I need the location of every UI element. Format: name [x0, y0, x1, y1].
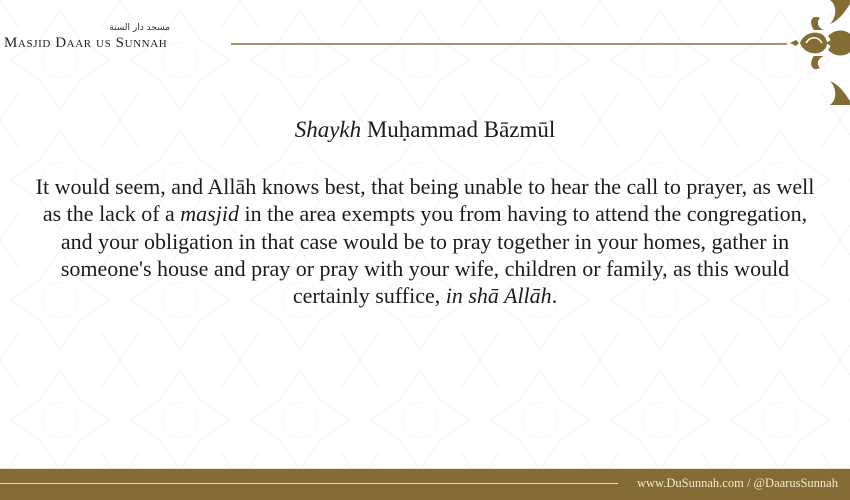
attribution [30, 115, 820, 145]
logo-arabic-text: مسجد دار السنة [109, 23, 170, 33]
quote-part-1: It would seem, and Allāh knows best, that being unable to hear the call to prayer, as well as the lack of a [35, 174, 815, 227]
floral-ornament-icon [790, 0, 850, 105]
quote-text [30, 173, 820, 309]
footer-links[interactable]: www.DuSunnah.com / @DaarusSunnah [637, 476, 838, 490]
quote-part-2: in the area exempts you from having to attend the congregation, and your obligation in that case would be to pray together in your homes, gather in someone's house and pray or pray with your wife, children or family, as this would certainly suffice, [60, 201, 808, 309]
quote-part-3: . [551, 283, 558, 309]
attribution-title: Shaykh [294, 117, 362, 142]
logo-english-text: Masjid Daar us Sunnah [4, 35, 168, 51]
site-logo[interactable] [4, 22, 194, 52]
attribution-name: Muḥammad Bāzmūl [366, 117, 556, 142]
footer-bar [0, 468, 850, 500]
quote-card [30, 115, 820, 309]
quote-italic-masjid: masjid [180, 201, 239, 227]
quote-italic-inshaallah: in shā Allāh [445, 283, 552, 309]
footer-divider [0, 483, 618, 484]
header-divider [231, 43, 787, 45]
